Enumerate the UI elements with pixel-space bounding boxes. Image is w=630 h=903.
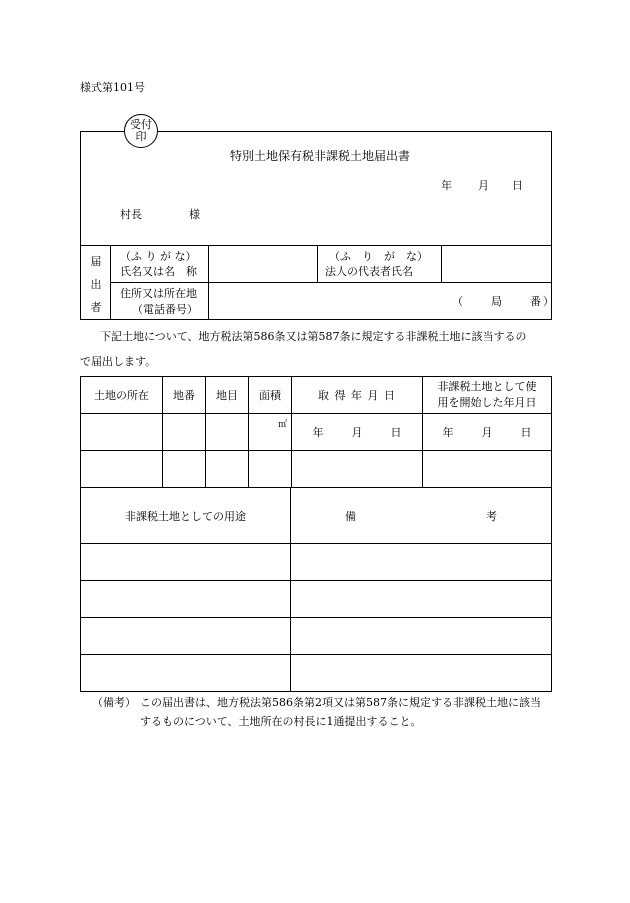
note-line1: この届出書は、地方税法第586条第2項又は第587条に規定する非課税土地に該当 [140, 696, 541, 709]
representative-label: 法人の代表者氏名 [325, 265, 413, 278]
usage-cell[interactable] [81, 581, 291, 618]
table-row [81, 581, 552, 618]
remarks-cell[interactable] [291, 618, 552, 655]
area-cell[interactable] [249, 451, 292, 488]
acquisition-date-cell[interactable] [292, 414, 423, 451]
table-row [81, 414, 552, 451]
remarks-cell[interactable] [291, 544, 552, 581]
note-label: （備考） [92, 696, 136, 709]
form-number: 様式第101号 [80, 81, 145, 94]
table-row [81, 451, 552, 488]
usage-cell[interactable] [81, 618, 291, 655]
submitter-label [86, 250, 106, 319]
statement-line2: で届出します。 [80, 355, 157, 368]
usage-cell[interactable] [81, 544, 291, 581]
form-title: 特別土地保有税非課税土地届出書 [230, 149, 411, 163]
start-month: 月 [481, 426, 493, 439]
acquisition-date-cell[interactable] [292, 451, 423, 488]
lot-cell[interactable] [163, 451, 206, 488]
header-land-category: 地目 [206, 377, 249, 414]
name-field[interactable] [210, 247, 314, 280]
area-cell[interactable] [249, 414, 292, 451]
header-land-location: 土地の所在 [81, 377, 163, 414]
furigana-label-2: （ふ り が な） [329, 250, 428, 263]
header-lot-number: 地番 [163, 377, 206, 414]
representative-field[interactable] [443, 247, 549, 280]
category-cell[interactable] [206, 414, 249, 451]
addressee-honorific: 様 [189, 208, 200, 221]
start-date-cell[interactable] [423, 451, 552, 488]
lot-cell[interactable] [163, 414, 206, 451]
remarks-header-char1: 備 [345, 509, 356, 523]
remarks-cell[interactable] [291, 581, 552, 618]
remarks-header [291, 488, 552, 544]
table-row [81, 655, 552, 692]
header-start-date-line2: 用を開始した年月日 [437, 396, 537, 409]
area-unit: ㎡ [277, 420, 287, 430]
location-cell[interactable] [81, 451, 163, 488]
receipt-stamp-line2: 印 [135, 130, 147, 143]
header-start-date-line1: 非課税土地として使 [437, 380, 537, 393]
table-row [81, 544, 552, 581]
start-day: 日 [520, 426, 532, 439]
submitter-label-char1: 届 [90, 255, 102, 268]
submitter-label-char2: 出 [90, 278, 102, 291]
header-area: 面積 [249, 377, 292, 414]
date-day: 日 [512, 179, 523, 192]
acq-month: 月 [351, 426, 363, 439]
usage-cell[interactable] [81, 655, 291, 692]
phone-format: （ 局 番） [452, 295, 556, 308]
start-year: 年 [442, 426, 454, 439]
header-acquisition-date: 取 得 年 月 日 [292, 377, 423, 414]
address-label: 住所又は所在地 [120, 287, 197, 300]
remarks-header-char2: 考 [486, 509, 497, 523]
furigana-label-1: （ふ り が な） [120, 250, 197, 263]
header-start-date [423, 377, 552, 414]
usage-header: 非課税土地としての用途 [81, 488, 291, 544]
date-year: 年 [441, 179, 452, 192]
acq-day: 日 [390, 426, 402, 439]
receipt-stamp [124, 114, 158, 148]
usage-table [80, 487, 552, 692]
location-cell[interactable] [81, 414, 163, 451]
submitter-label-char3: 者 [90, 301, 102, 314]
addressee-name: 村長 [120, 208, 142, 221]
note-line2: するものについて、土地所在の村長に1通提出すること。 [140, 715, 422, 728]
table-row [81, 618, 552, 655]
address-field[interactable] [210, 284, 440, 318]
remarks-cell[interactable] [291, 655, 552, 692]
statement-line1: 下記土地について、地方税法第586条又は第587条に規定する非課税土地に該当するの [100, 330, 527, 343]
land-table [80, 376, 552, 488]
acq-year: 年 [312, 426, 324, 439]
start-date-cell[interactable] [423, 414, 552, 451]
date-month: 月 [478, 179, 489, 192]
name-label: 氏名又は名 称 [120, 265, 197, 278]
category-cell[interactable] [206, 451, 249, 488]
phone-label: （電話番号） [132, 303, 198, 316]
receipt-stamp-line1: 受付 [130, 118, 152, 131]
